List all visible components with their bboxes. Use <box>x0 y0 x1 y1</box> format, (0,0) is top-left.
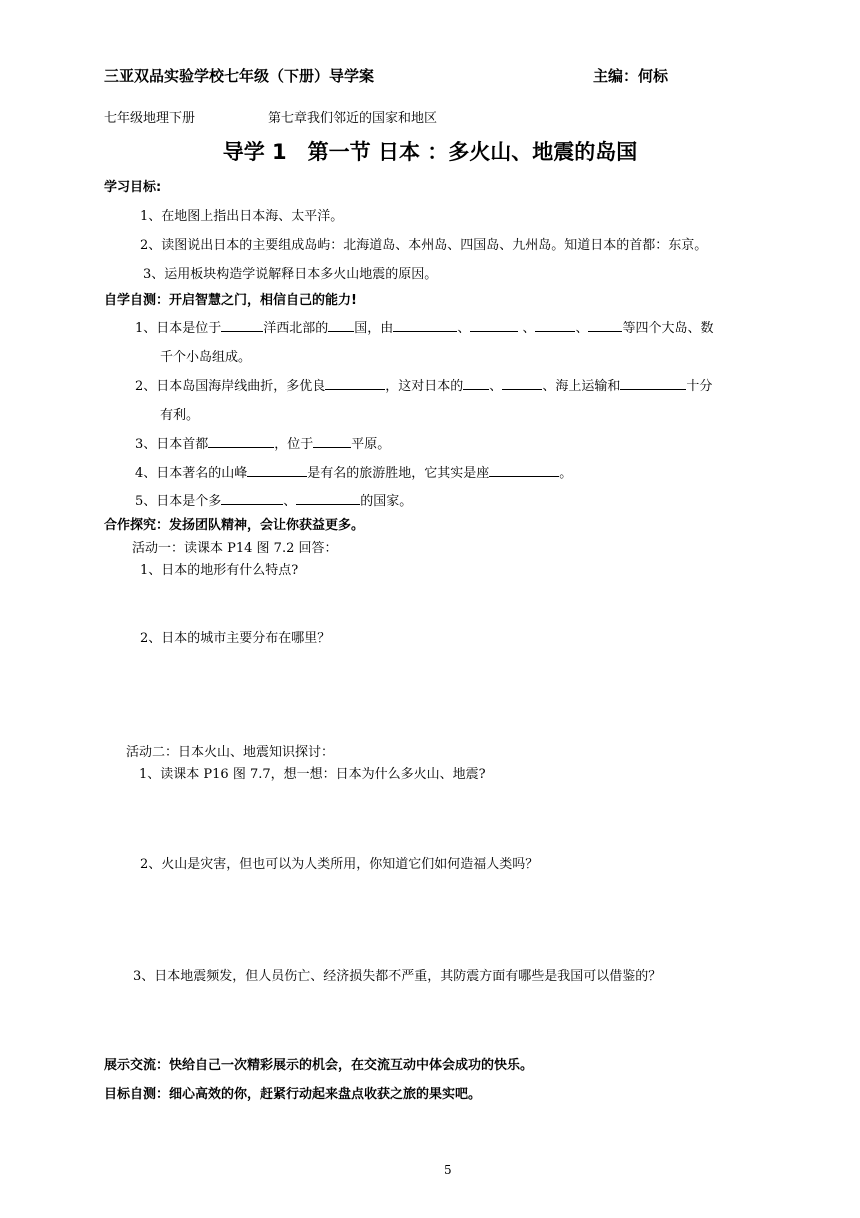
activity-2-label: 活动二：日本火山、地震知识探讨： <box>126 745 335 760</box>
answer-blank[interactable] <box>489 463 559 477</box>
activity-1-question: 1、日本的地形有什么特点? <box>140 563 299 578</box>
goal-item: 2、读图说出日本的主要组成岛屿：北海道岛、本州岛、四国岛、九州岛。知道日本的首都：东京。 <box>140 238 708 253</box>
question-5: 5、日本是个多 、 的国家。 <box>135 490 412 509</box>
question-2: 2、日本岛国海岸线曲折，多优良 ，这对日本的 、 、海上运输和 十分 <box>135 375 712 394</box>
question-1-cont: 千个小岛组成。 <box>160 350 252 365</box>
answer-blank[interactable] <box>328 318 354 332</box>
coop-heading: 合作探究：发扬团队精神，会让你获益更多。 <box>104 518 365 533</box>
answer-blank[interactable] <box>247 463 307 477</box>
activity-2-question: 3、日本地震频发，但人员伤亡、经济损失都不严重，其防震方面有哪些是我国可以借鉴的？ <box>133 969 662 984</box>
answer-blank[interactable] <box>463 376 489 390</box>
goal-item: 1、在地图上指出日本海、太平洋。 <box>140 209 344 224</box>
answer-blank[interactable] <box>325 376 385 390</box>
answer-blank[interactable] <box>221 318 263 332</box>
answer-blank[interactable] <box>502 376 542 390</box>
question-3: 3、日本首都 ，位于 平原。 <box>135 433 390 452</box>
course-label: 七年级地理下册 <box>104 111 196 126</box>
goals-heading: 学习目标: <box>104 180 162 195</box>
editor-label: 主编：何标 <box>593 67 669 85</box>
school-header: 三亚双品实验学校七年级（下册）导学案 <box>104 67 375 85</box>
selfstudy-heading: 自学自测：开启智慧之门，相信自己的能力! <box>104 293 357 308</box>
question-4: 4、日本著名的山峰 是有名的旅游胜地，它其实是座 。 <box>135 462 572 481</box>
selfcheck-section: 目标自测：细心高效的你，赶紧行动起来盘点收获之旅的果实吧。 <box>104 1087 482 1102</box>
answer-blank[interactable] <box>296 491 360 505</box>
goal-item: 3、运用板块构造学说解释日本多火山地震的原因。 <box>143 267 438 282</box>
activity-1-label: 活动一：读课本 P14 图 7.2 回答： <box>132 541 338 556</box>
display-section: 展示交流：快给自己一次精彩展示的机会，在交流互动中体会成功的快乐。 <box>104 1058 534 1073</box>
answer-blank[interactable] <box>208 434 274 448</box>
answer-blank[interactable] <box>535 318 575 332</box>
answer-blank[interactable] <box>221 491 283 505</box>
question-1: 1、日本是位于 洋西北部的 国，由 、 、 、 等四个大岛、数 <box>135 317 714 336</box>
answer-blank[interactable] <box>588 318 622 332</box>
activity-2-question: 1、读课本 P16 图 7.7，想一想：日本为什么多火山、地震? <box>139 767 486 782</box>
answer-blank[interactable] <box>620 376 686 390</box>
page-title: 导学 1 第一节 日本 ：多火山、地震的岛国 <box>222 140 638 164</box>
chapter-label: 第七章我们邻近的国家和地区 <box>268 111 438 126</box>
answer-blank[interactable] <box>470 318 518 332</box>
activity-2-question: 2、火山是灾害，但也可以为人类所用，你知道它们如何造福人类吗？ <box>140 857 539 872</box>
page-number: 5 <box>444 1163 452 1177</box>
answer-blank[interactable] <box>313 434 351 448</box>
answer-blank[interactable] <box>393 318 457 332</box>
activity-1-question: 2、日本的城市主要分布在哪里？ <box>140 631 331 646</box>
question-2-cont: 有利。 <box>160 408 200 423</box>
